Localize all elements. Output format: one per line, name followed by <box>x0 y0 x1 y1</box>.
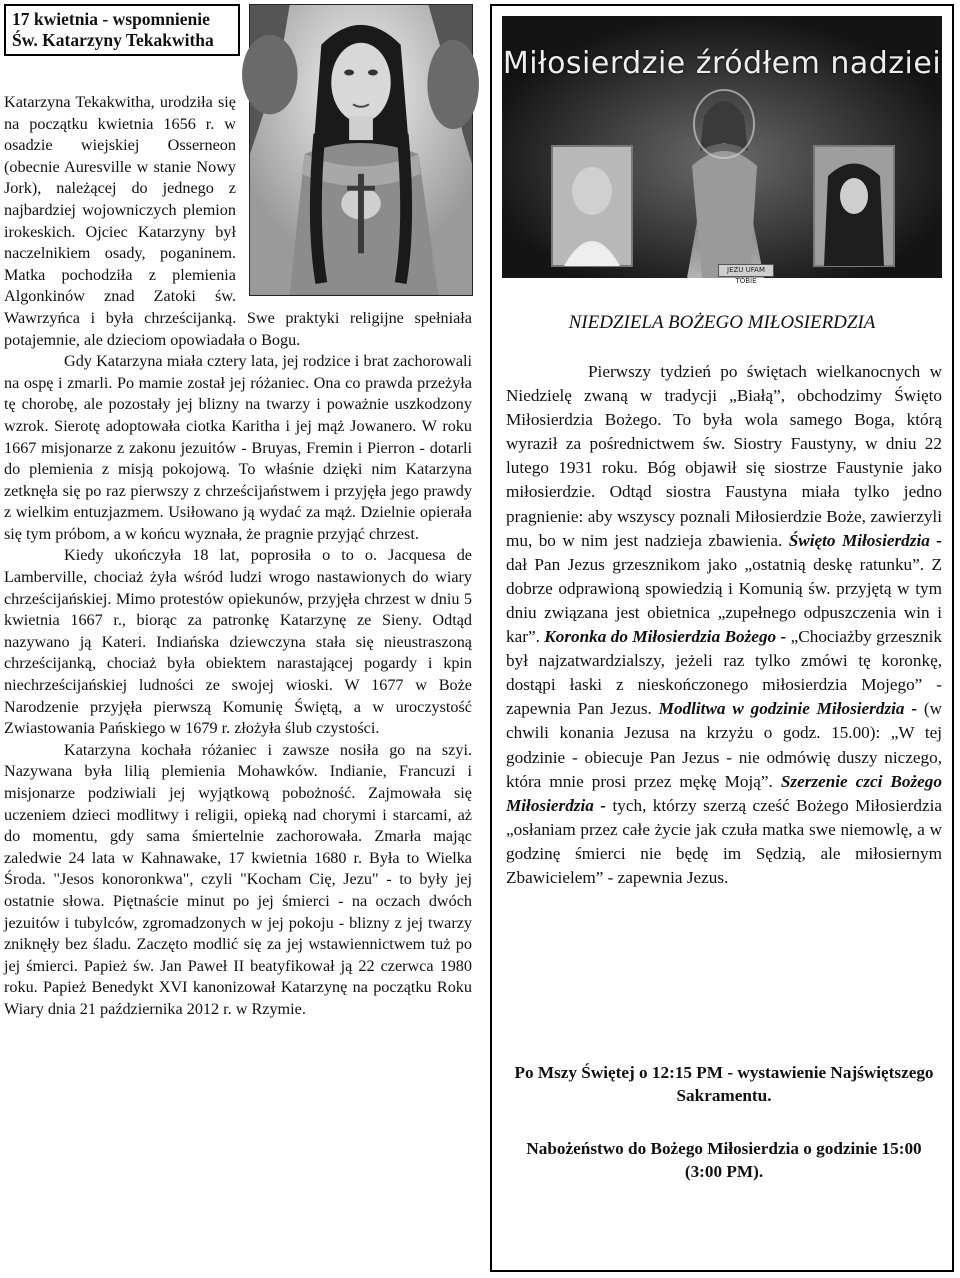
article-paragraph-4: Katarzyna kochała różaniec i zawsze nosiła go na szyi. Nazywana była lilią plemienia Mohawków. Indianie, Francuzi i misjonarze podziwiali jej wyjątkową pobożność. Zajmowała się uczeniem dzieci modlitwy i religii, opieką nad chorymi i starcami, aż do momentu, gdy sama śmiertelnie zachorowała. Zmarła mając zaledwie 24 lata w Kahnawake, 17 kwietnia 1680 r. Była to Wielka Środa. "Jesos konoronkwa", czyli "Kocham Cię, Jezu" - to były jej ostatnie słowa. Piętnaście minut po jej śmierci - na oczach dwóch jezuitów i tubylców, zgromadzonych w jej pokoju - blizny z jej twarzy zniknęły bez śladu. Zaczęto modlić się za jej wstawiennictwem tuż po jej śmierci. Papież św. Jan Paweł II beatyfikował ją 22 czerwca 1980 roku. Papież Benedykt XVI kanonizował Katarzynę na początku Roku Wiary dnia 21 października 2012 r. w Rzymie. <box>4 740 472 1018</box>
mercy-highlight-feast: Święto Miłosierdzia - <box>788 530 942 550</box>
mercy-text-5: tych, którzy szerzą cześć Bożego Miłosierdzia „osłaniam przez całe życie jak czuła matka swe niemowlę, a w godzinę śmierci nie będę im Sędzią, ale miłosiernym Zbawicielem” - zapewnia Jezus. <box>506 795 942 887</box>
mercy-highlight-chaplet: Koronka do Miłosierdzia Bożego - <box>544 627 787 647</box>
article-body <box>4 92 472 1021</box>
mercy-text-4: (w chwili konania Jezusa na krzyżu o godz. 15.00): „W tej godzinie - obiecuje Pan Jezus - nie odmówię duszy niczego, która mnie prosi przez mękę Moją”. <box>506 699 943 791</box>
mercy-highlight-hour: Modlitwa w godzinie Miłosierdzia - <box>658 699 918 719</box>
mercy-service-notice: Nabożeństwo do Bożego Miłosierdzia o godzinie 15:00 (3:00 PM). <box>526 1139 922 1181</box>
section-heading: NIEDZIELA BOŻEGO MIŁOSIERDZIA <box>568 312 876 333</box>
banner-plaque-text: JEZU UFAM TOBIE <box>718 264 774 277</box>
article-paragraph-1: Katarzyna Tekakwitha, urodziła się na początku kwietnia 1656 r. w osadzie wiejskiej Osserneon (obecnie Auresville w stanie Nowy Jork), należącej do jednego z najbardziej wojowniczych plemion irokeskich. Ojciec Katarzyny był naczelnikiem osady, poganinem. Matka pochodziła z plemienia Algonkinów znad Zatoki św. Wawrzyńca i była chrześcijanką. Swe praktyki religijne spełniała potajemnie, ale dzieciom opowiadała o Bogu. <box>4 93 472 349</box>
mercy-highlight-devotion: Szerzenie czci Bożego Miłosierdzia - <box>506 771 942 815</box>
mercy-sunday-text <box>506 360 942 890</box>
article-title-date: 17 kwietnia - wspomnienie <box>12 9 210 29</box>
article-title-saint: Św. Katarzyny Tekakwitha <box>12 30 214 50</box>
right-column-box <box>490 4 954 1272</box>
article-title-box <box>4 4 240 56</box>
article-paragraph-2: Gdy Katarzyna miała cztery lata, jej rodzice i brat zachorowali na ospę i zmarli. Po mamie został jej różaniec. Ona co prawda przeżyła tę chorobę, ale pozostały jej blizny na twarzy i poważnie uszkodzony wzrok. Sierotę adoptowała ciotka Karitha i jej mąż Jowanero. W roku 1667 misjonarze z zakonu jezuitów - Bruyas, Fremin i Pierron - dotarli do plemienia z misją pokojową. To właśnie dzięki nim Katarzyna zetknęła się po raz pierwszy z chrześcijaństwem i przyjęła jego prawdy z wielkim entuzjazmem. Usiłowano ją wydać za mąż. Dzielnie opierała się tym próbom, a w końcu wyznała, że pragnie przyjąć chrzest. <box>4 352 472 543</box>
banner-title: Miłosierdzie źródłem nadziei <box>502 46 942 81</box>
adoration-notice: Po Mszy Świętej o 12:15 PM - wystawienie Najświętszego Sakramentu. <box>514 1063 934 1105</box>
mercy-text-1: Pierwszy tydzień po świętach wielkanocnych w Niedzielę zwaną w tradycji „Białą”, obchodzimy Święto Miłosierdzia Bożego. To była wola samego Boga, którą wyraził za pośrednictwem św. Siostry Faustyny, w dniu 22 lutego 1931 roku. Bóg objawił się siostrze Faustynie jako miłosierdzie. Odtąd siostra Faustyna miała tylko jedno pragnienie: aby wszyscy poznali Miłosierdzie Boże, zawierzyli mu, bo w nim jest nadzieja zbawienia. <box>506 362 942 550</box>
mercy-text-3: „Chociażby grzesznik był najzatwardzialszy, jeżeli raz tylko zmówi tę koronkę, dostąpi łaski z nieskończonego miłosierdzia Mojego” - zapewnia Pan Jezus. <box>506 627 943 719</box>
divine-mercy-banner-image <box>502 16 942 285</box>
mercy-text-2: dał Pan Jezus grzesznikom jako „ostatnią deskę ratunku”. Z dobrze odprawioną spowiedzią i Komunią św. przyjętą w tym dniu związana jest obietnica „zupełnego odpuszczenia win i kar”. <box>506 554 942 647</box>
article-paragraph-3: Kiedy ukończyła 18 lat, poprosiła o to o. Jacquesa de Lamberville, chociaż żyła wśród ludzi wrogo nastawionych do wiary chrześcijańskiej. Mimo protestów opiekunów, przyjęła chrzest w dniu 5 kwietnia 1667 r., biorąc za patronkę Katarzynę ze Sieny. Odtąd nazywano ją Kateri. Indiańska dziewczyna stała się nieustraszoną chrześcijanką, chociaż była obiektem narastającej pogardy i kpin niechrześcijańskiej ludności ze swojej wioski. W 1677 w Boże Narodzenie przyjęła pierwszą Komunię Świętą, a w uroczystość Zwiastowania Pańskiego w 1679 r. złożyła ślub czystości. <box>4 546 472 738</box>
